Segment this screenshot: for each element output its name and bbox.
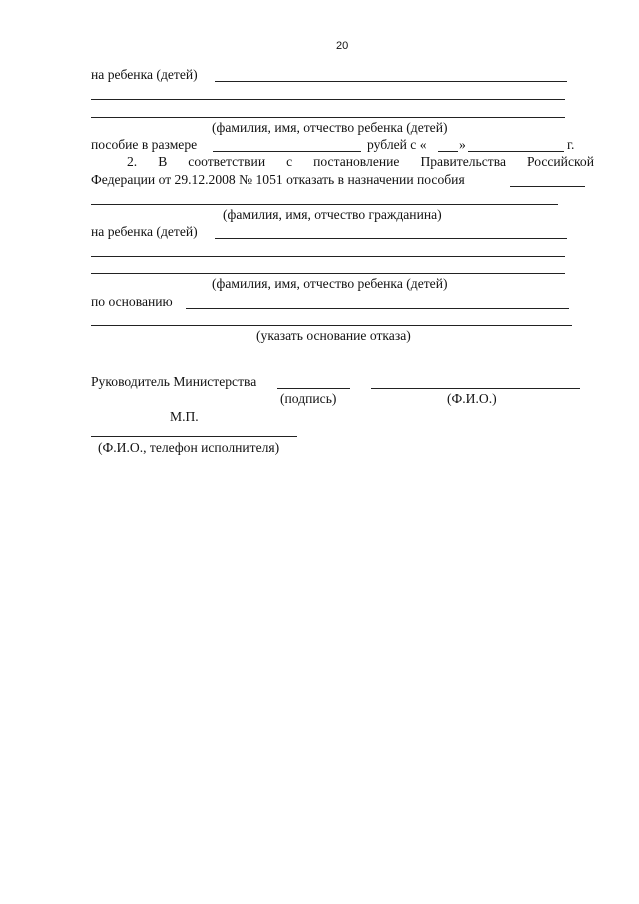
caption-reason: (указать основание отказа) [256,328,411,343]
fio-line [371,388,580,389]
executor-line [91,436,297,437]
citizen-line-end [510,186,585,187]
caption-executor: (Ф.И.О., телефон исполнителя) [98,440,280,455]
child-name-line-2c [91,273,565,274]
benefit-amount-line [213,151,361,152]
grounds-line [186,308,569,309]
stamp-label: М.П. [170,409,199,424]
page-number: 20 [336,40,349,52]
child-name-line-3 [91,117,565,118]
grounds-label: по основанию [91,294,173,309]
paragraph-2-line-1: 2. В соответствии с постановление Правительства Российской [127,154,594,169]
citizen-name-line [91,204,558,205]
child-name-line-2a [215,238,567,239]
paragraph-2-line-2: Федерации от 29.12.2008 № 1051 отказать в назначении пособия [91,172,465,187]
child-name-line-2 [91,99,565,100]
caption-child-name-2: (фамилия, имя, отчество ребенка (детей) [212,276,448,291]
caption-child-name: (фамилия, имя, отчество ребенка (детей) [212,120,448,135]
child-name-line-2b [91,256,565,257]
year-label: г. [567,137,575,152]
rubles-from-label: рублей с « [367,137,427,152]
month-line [468,151,564,152]
head-label: Руководитель Министерства [91,374,257,389]
signature-line [277,388,350,389]
child-name-line [215,81,567,82]
caption-signature: (подпись) [280,391,337,406]
day-line [438,151,458,152]
child-label: на ребенка (детей) [91,67,198,82]
benefit-label: пособие в размере [91,137,198,152]
caption-fio: (Ф.И.О.) [447,391,497,406]
caption-citizen: (фамилия, имя, отчество гражданина) [223,207,442,222]
quote-close: » [459,137,466,152]
grounds-line-2 [91,325,572,326]
child-label-2: на ребенка (детей) [91,224,198,239]
